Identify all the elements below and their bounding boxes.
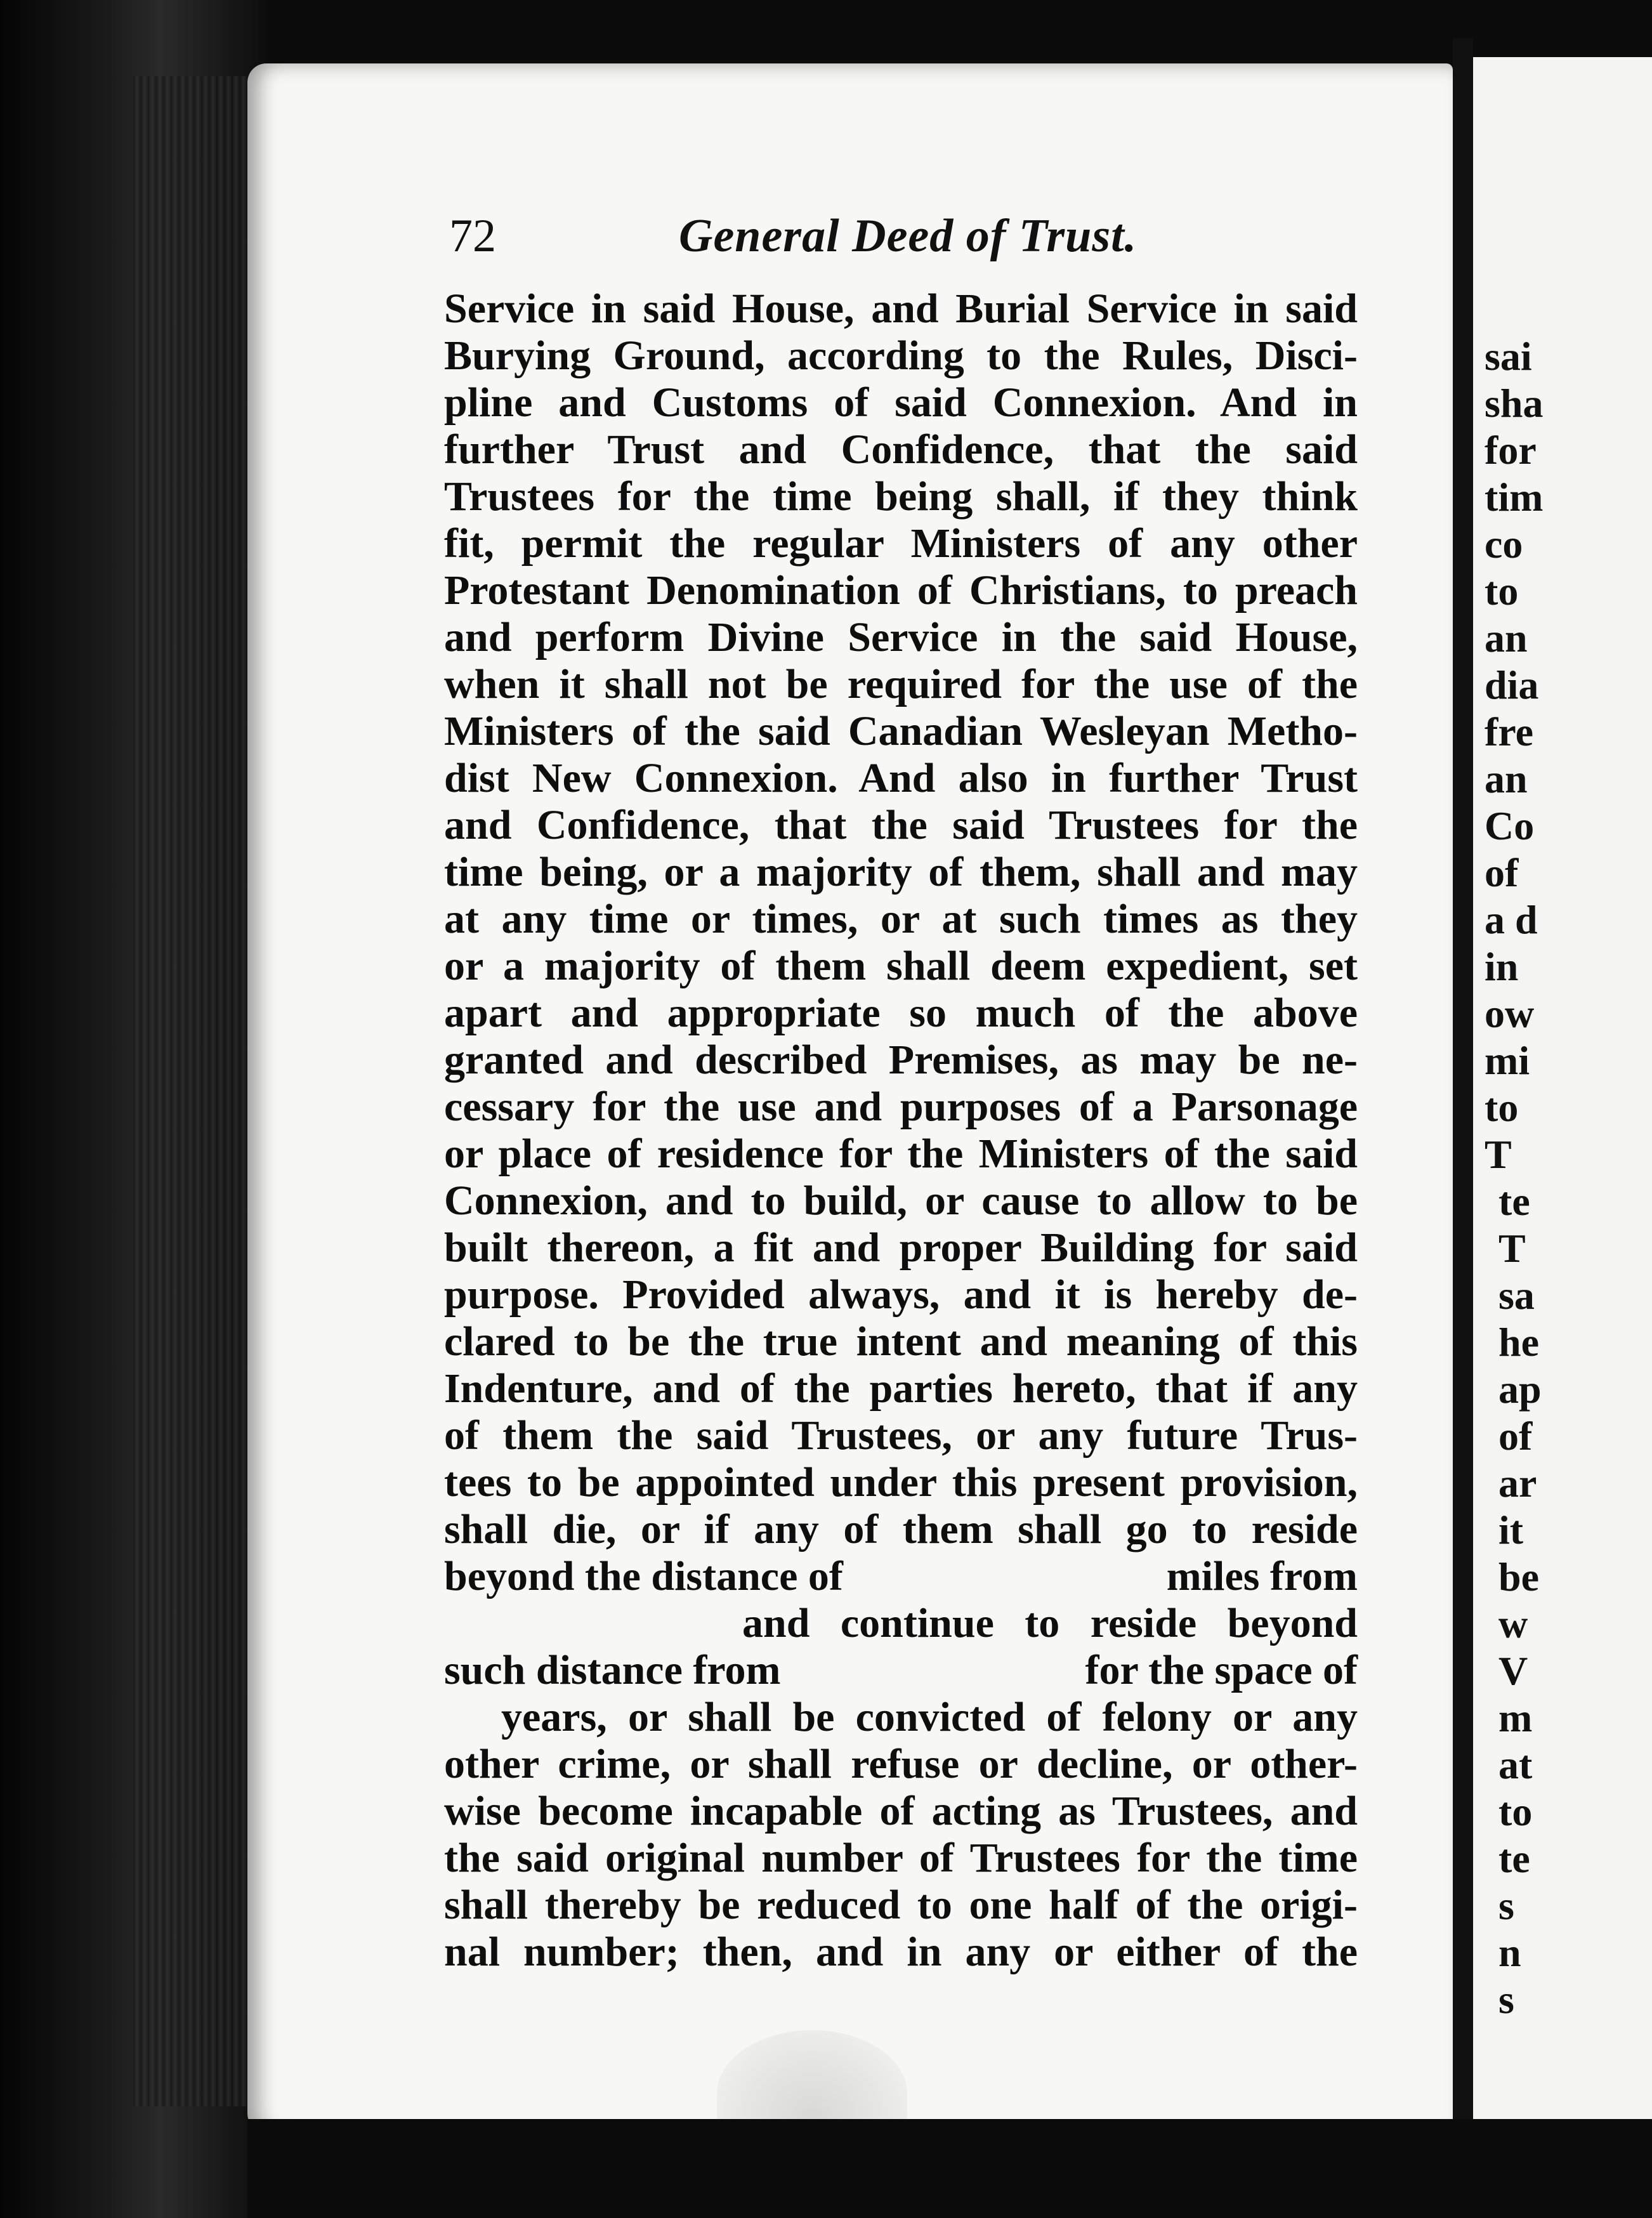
text-line-with-blank: [444, 1647, 1358, 1694]
book-spine-edges: [133, 76, 254, 2106]
facing-page-text-fragment: a d: [1485, 897, 1538, 942]
text-line: Burying Ground, according to the Rules, Disci-: [444, 332, 1358, 379]
text-line: fit, permit the regular Ministers of any other: [444, 520, 1358, 567]
facing-page-text-fragment: ap: [1498, 1367, 1542, 1412]
text-line: of them the said Trustees, or any future Trus-: [444, 1412, 1358, 1459]
facing-page-text-fragment: te: [1498, 1836, 1530, 1881]
text-line: time being, or a majority of them, shall and may: [444, 849, 1358, 895]
facing-page-text-fragment: at: [1498, 1742, 1533, 1787]
text-line: Connexion, and to build, or cause to allow to be: [444, 1178, 1358, 1224]
text-line: pline and Customs of said Connexion. And in: [444, 379, 1358, 426]
text-line: tees to be appointed under this present provision,: [444, 1459, 1358, 1506]
facing-page-text-fragment: Co: [1485, 803, 1535, 848]
text-line: cessary for the use and purposes of a Parsonage: [444, 1084, 1358, 1130]
facing-page-text-fragment: s: [1498, 1883, 1514, 1928]
text-segment: miles from: [1166, 1553, 1358, 1599]
text-line: granted and described Premises, as may be ne-: [444, 1037, 1358, 1083]
text-segment: for the space of: [1085, 1647, 1358, 1693]
facing-page-text-fragment: to: [1498, 1789, 1533, 1834]
facing-page-text-fragment: he: [1498, 1320, 1539, 1365]
facing-page-text-fragment: sa: [1498, 1273, 1535, 1318]
facing-page-text-fragment: mi: [1485, 1038, 1530, 1083]
text-line: the said original number of Trustees for the time: [444, 1835, 1358, 1881]
text-line: years, or shall be convicted of felony or any: [501, 1694, 1358, 1740]
text-line: or place of residence for the Ministers of the said: [444, 1131, 1358, 1177]
text-line-with-blank: [444, 1553, 1358, 1600]
facing-page-text-fragment: w: [1498, 1601, 1528, 1646]
facing-page-text-fragment: ow: [1485, 991, 1535, 1036]
text-line: at any time or times, or at such times as they: [444, 896, 1358, 942]
text-line: or a majority of them shall deem expedient, set: [444, 943, 1358, 989]
scan-bottom-edge: [247, 2119, 1652, 2218]
text-line: further Trust and Confidence, that the said: [444, 426, 1358, 473]
text-line: shall thereby be reduced to one half of the origi-: [444, 1882, 1358, 1928]
facing-page-text-fragment: be: [1498, 1554, 1539, 1599]
facing-page-text-fragment: dia: [1485, 662, 1539, 707]
facing-page-text-fragment: in: [1485, 944, 1519, 989]
facing-page-text-fragment: tim: [1485, 475, 1544, 520]
text-line: Protestant Denomination of Christians, to preach: [444, 567, 1358, 614]
facing-page-text-fragment: an: [1485, 615, 1528, 660]
text-line: purpose. Provided always, and it is hereby de-: [444, 1271, 1358, 1318]
facing-page-text-fragment: sha: [1485, 381, 1544, 426]
running-title: General Deed of Trust.: [679, 210, 1137, 262]
facing-page-text-fragment: co: [1485, 522, 1523, 567]
text-line: Indenture, and of the parties hereto, that if any: [444, 1365, 1358, 1412]
facing-page-text-fragment: to: [1485, 1085, 1519, 1130]
page-gutter: [1453, 38, 1473, 2132]
facing-page-text-fragment: of: [1498, 1414, 1533, 1459]
facing-page-text-fragment: s: [1498, 1977, 1514, 2022]
facing-page-text-fragment: fre: [1485, 709, 1533, 754]
facing-page-text-fragment: n: [1498, 1930, 1521, 1975]
text-line: dist New Connexion. And also in further Trust: [444, 755, 1358, 801]
facing-page-text-fragment: an: [1485, 756, 1528, 801]
facing-page-text-fragment: it: [1498, 1507, 1524, 1552]
text-segment: such distance from: [444, 1647, 781, 1693]
text-line: built thereon, a fit and proper Building for said: [444, 1224, 1358, 1271]
text-line: other crime, or shall refuse or decline, or other-: [444, 1741, 1358, 1787]
text-line: and Confidence, that the said Trustees for the: [444, 802, 1358, 848]
facing-page-text-fragment: of: [1485, 850, 1519, 895]
text-line: Service in said House, and Burial Service in said: [444, 285, 1358, 332]
text-line: wise become incapable of acting as Trustees, and: [444, 1788, 1358, 1834]
text-line-with-blank: and continue to reside beyond: [742, 1600, 1358, 1646]
facing-page-text-fragment: T: [1485, 1132, 1512, 1177]
page-header: [449, 209, 1179, 273]
facing-page-text-fragment: T: [1498, 1226, 1526, 1271]
text-line: apart and appropriate so much of the above: [444, 990, 1358, 1036]
facing-page-text-fragment: ar: [1498, 1460, 1537, 1506]
body-text: [444, 285, 1358, 1976]
text-line: nal number; then, and in any or either of the: [444, 1929, 1358, 1975]
text-segment: beyond the distance of: [444, 1553, 843, 1599]
page-number: 72: [449, 210, 496, 262]
text-line: Ministers of the said Canadian Wesleyan Metho-: [444, 708, 1358, 754]
facing-page-text-fragment: sai: [1485, 334, 1532, 379]
facing-page-text-fragment: V: [1498, 1648, 1528, 1693]
facing-page-text-fragment: te: [1498, 1179, 1530, 1224]
text-line: Trustees for the time being shall, if they think: [444, 473, 1358, 520]
facing-page-fragment: [1473, 57, 1652, 2151]
facing-page-text-fragment: for: [1485, 428, 1537, 473]
text-line: shall die, or if any of them shall go to reside: [444, 1506, 1358, 1552]
facing-page-text-fragment: to: [1485, 568, 1519, 614]
text-line: and perform Divine Service in the said House,: [444, 614, 1358, 660]
text-line: when it shall not be required for the use of the: [444, 661, 1358, 707]
facing-page-text-fragment: m: [1498, 1695, 1533, 1740]
text-line: clared to be the true intent and meaning of this: [444, 1318, 1358, 1365]
